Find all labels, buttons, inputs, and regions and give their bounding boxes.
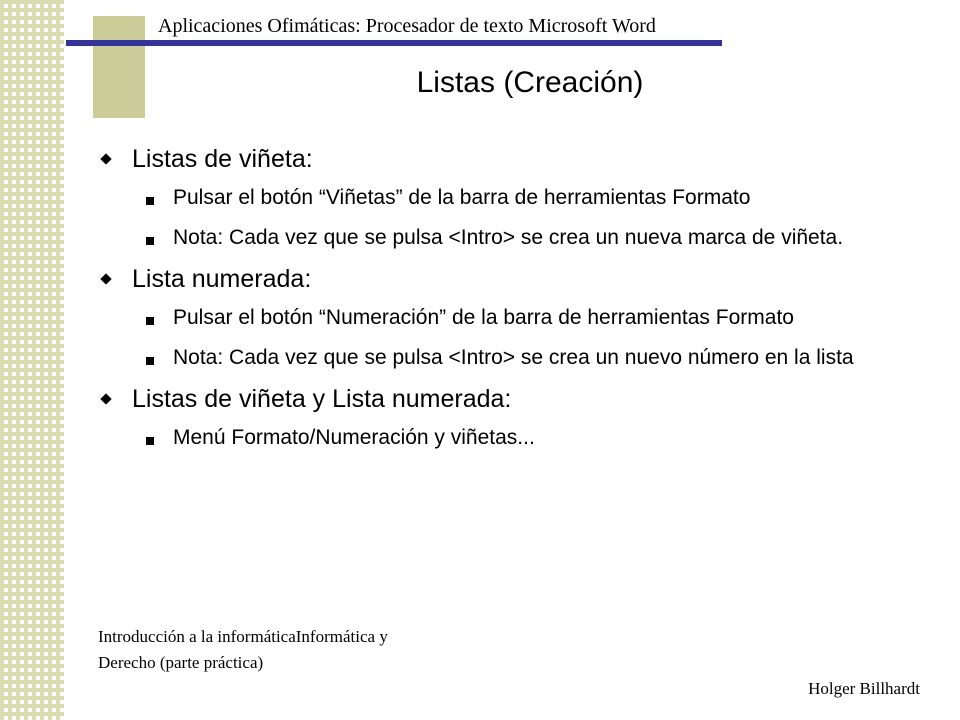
square-bullet-icon	[146, 437, 154, 445]
section-heading	[96, 262, 916, 296]
section-vineta-y-numerada	[96, 382, 916, 453]
header-rule	[66, 40, 722, 46]
footer-author: Holger Billhardt	[808, 679, 920, 698]
section-heading-text: Listas de viñeta y Lista numerada:	[132, 385, 512, 413]
section-lista-numerada	[96, 262, 916, 373]
slide-content	[96, 142, 916, 462]
section-heading-text: Listas de viñeta:	[132, 145, 313, 173]
diamond-bullet-icon	[100, 393, 111, 404]
decorative-pattern-strip	[0, 0, 64, 720]
list-item	[96, 422, 916, 453]
list-item-text: Pulsar el botón “Viñetas” de la barra de herramientas Formato	[173, 186, 751, 209]
list-item	[96, 342, 916, 373]
list-item	[96, 222, 916, 253]
accent-square	[93, 16, 145, 118]
diamond-bullet-icon	[100, 153, 111, 164]
section-listas-de-vineta	[96, 142, 916, 253]
list-item	[96, 182, 916, 213]
diamond-bullet-icon	[100, 273, 111, 284]
list-item	[96, 302, 916, 333]
square-bullet-icon	[146, 317, 154, 325]
square-bullet-icon	[146, 197, 154, 205]
list-item-text: Pulsar el botón “Numeración” de la barra de herramientas Formato	[173, 306, 794, 329]
header-text: Aplicaciones Ofimáticas: Procesador de texto Microsoft Word	[158, 15, 656, 37]
section-heading	[96, 142, 916, 176]
section-heading-text: Lista numerada:	[132, 265, 312, 293]
square-bullet-icon	[146, 357, 154, 365]
slide-title: Listas (Creación)	[416, 66, 644, 99]
section-heading	[96, 382, 916, 416]
square-bullet-icon	[146, 237, 154, 245]
list-item-text: Nota: Cada vez que se pulsa <Intro> se crea un nueva marca de viñeta.	[173, 226, 844, 249]
list-item-text: Menú Formato/Numeración y viñetas...	[173, 426, 535, 449]
footer-course-title: Introducción a la informáticaInformática y Derecho (parte práctica)	[98, 627, 388, 672]
list-item-text: Nota: Cada vez que se pulsa <Intro> se crea un nuevo número en la lista	[173, 346, 854, 369]
